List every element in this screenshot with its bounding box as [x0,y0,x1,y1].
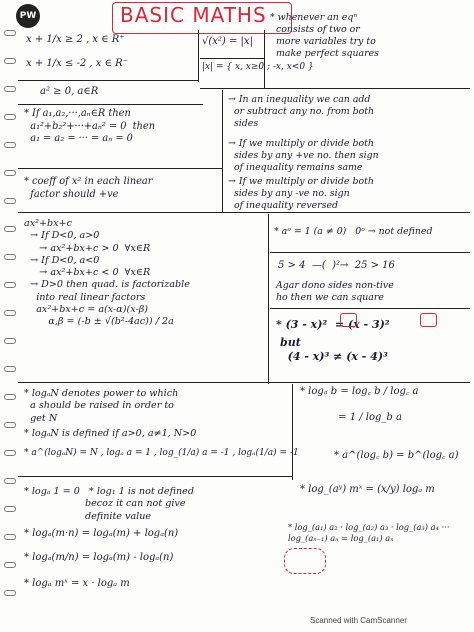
am-gm-negative: x + 1/x ≤ -2 , x ∈ R⁻ [26,58,128,69]
inequality-add-rule: → In an inequality we can add or subtract any no. from both sides [228,94,375,130]
inequality-negative-rule: → If we multiply or divide both sides by any -ve no. sign of inequality reversed [228,176,374,212]
divider [200,88,470,89]
divider [264,30,265,88]
log-definition: * logₐN denotes power to which a should be raised in order to get N [24,388,179,424]
quadratic-sign-rules: ax²+bx+c → If D<0, a>0 → ax²+bx+c > 0 ∀x∈R → If D<0, a<0 → ax²+bx+c < 0 ∀x∈R → D>0 then quad. is factorizable into real linear factors ax²+bx+c = a(x-α)(x-β) α,β = (-b ± √(b²-4ac)) / 2a [24,218,190,328]
divider [18,104,203,105]
log-base-change: * logₐ b = log꜀ b / log꜀ a = 1 / log_b a [300,386,419,423]
divider [222,90,223,212]
divider [18,80,198,81]
log-power-rule: * logₐ mˣ = x · logₐ m [24,578,130,589]
log-basic-identities: * a^(logₐN) = N , logₐ a = 1 , log_(1/a) a = -1 , logₐ(1/a) = -1 [24,448,299,458]
divider [18,168,222,169]
divider [270,308,470,309]
chain-highlight [284,548,326,574]
pw-logo: PW [16,4,40,28]
zero-power-rule: * aᵒ = 1 (a ≠ 0) 0ᵒ → not defined [274,226,433,237]
square-example: 5 > 4 —( )²→ 25 > 16 [278,260,395,271]
sum-of-squares-rule: * If a₁,a₂,···,aₙ∈R then a₁²+b₂²+···+aₙ² = 0 then a₁ = a₂ = ··· = aₙ = 0 [24,108,156,145]
am-gm-positive: x + 1/x ≥ 2 , x ∈ R⁺ [26,34,125,45]
exponent-highlight [420,313,437,327]
divider [270,252,470,253]
log-power-base-rule: * log_(aʸ) mˣ = (x/y) logₐ m [300,484,435,495]
log-exponent-swap: * a^(log꜀ b) = b^(log꜀ a) [334,450,459,461]
log-quotient-rule: * logₐ(m/n) = logₐ(m) - logₐ(n) [24,552,174,563]
scanner-watermark: Scanned with CamScanner [310,616,407,625]
divider [200,58,264,59]
perfect-squares-note: * whenever an eqⁿ consists of two or more variables try to make perfect squares [270,12,379,60]
odd-power-example: but (4 - x)³ ≠ (x - 4)³ [280,336,388,364]
log-chain-rule: * log_(a₁) a₂ · log_(a₂) a₃ · log_(a₃) a₄ ··· log_(aₙ₋₁) aₙ = log_(a₁) aₙ [288,522,450,543]
exponent-highlight [340,313,357,327]
divider [198,30,199,82]
divider [268,214,269,384]
modulus-def: |x| = { x, x≥0 ; -x, x<0 } [202,62,314,72]
sqrt-identity: √(x²) = |x| [202,36,253,47]
log-product-rule: * logₐ(m·n) = logₐ(m) + logₐ(n) [24,528,179,539]
log-of-one: * logₐ 1 = 0 * log₁ 1 is not defined becoz it can not give definite value [24,486,194,522]
even-power-example: * (3 - x)² = (x - 3)² [276,318,390,331]
log-domain: * logₐN is defined if a>0, a≠1, N>0 [24,428,197,439]
divider [18,212,470,213]
divider [292,384,293,480]
page-title: BASIC MATHS [120,3,267,27]
square-nonnegative: a² ≥ 0, a∈R [40,86,99,97]
divider [18,382,470,383]
inequality-positive-rule: → If we multiply or divide both sides by any +ve no. then sign of inequality remains same [228,138,379,174]
linear-factor-note: * coeff of x² in each linear factor should +ve [24,176,153,200]
square-both-sides-note: Agar dono sides non-tive ho then we can square [276,280,394,304]
divider [18,476,293,477]
